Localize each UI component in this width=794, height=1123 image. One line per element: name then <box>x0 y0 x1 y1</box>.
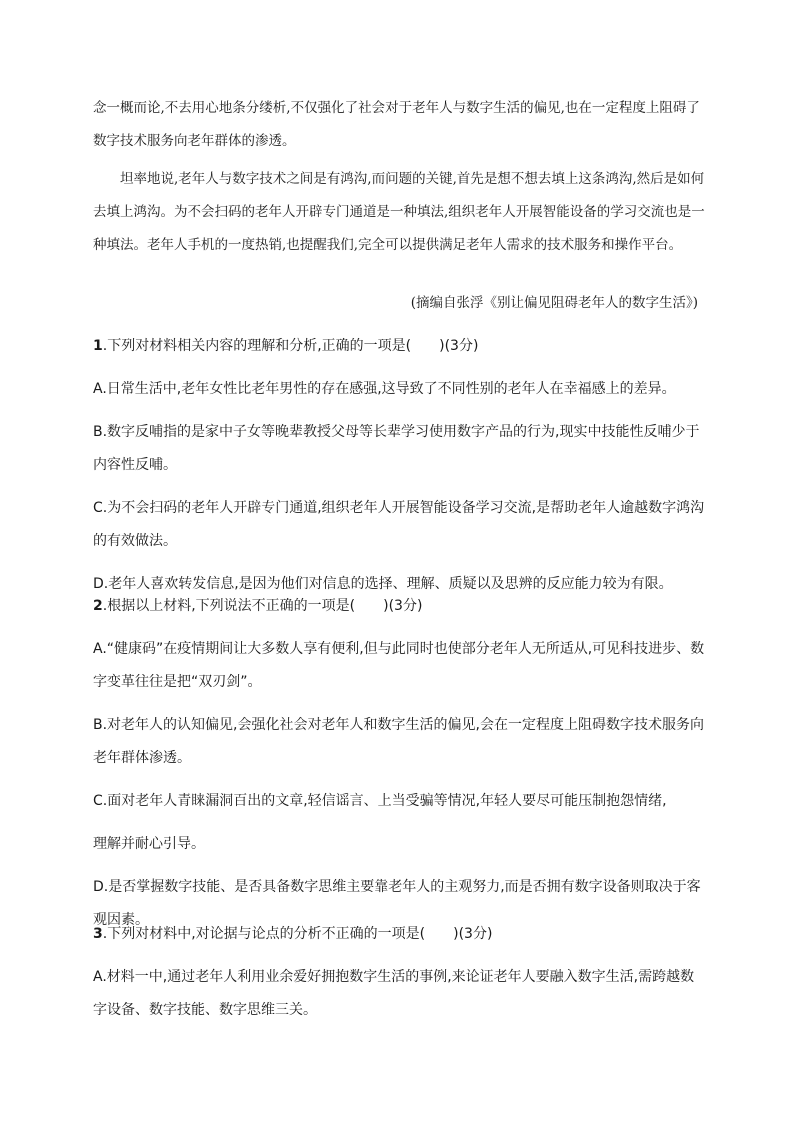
question-stem-text: .根据以上材料,下列说法不正确的一项是( )(3分) <box>102 598 423 614</box>
question-stem-text: .下列对材料中,对论据与论点的分析不正确的一项是( )(3分) <box>102 926 493 942</box>
option-d: D.老年人喜欢转发信息,是因为他们对信息的选择、理解、质疑以及思辨的反应能力较为有限。 <box>93 576 673 592</box>
question-stem-text: .下列对材料相关内容的理解和分析,正确的一项是( )(3分) <box>102 338 479 354</box>
question-number: 3 <box>93 926 103 942</box>
passage-text: 坦率地说,老年人与数字技术之间是有鸿沟,而问题的关键,首先是想不想去填上这条鸿沟,然后是如何去填上鸿沟。为不会扫码的老年人开辟专门通道是一种填法,组织老年人开展智能设备的学习交流也是一种填法。老年人手机的一度热销,也提醒我们,完全可以提供满足老年人需求的技术服务和操作平台。 <box>93 171 705 253</box>
option-d: D.是否掌握数字技能、是否具备数字思维主要靠老年人的主观努力,而是否拥有数字设备则取决于客观因素。 <box>93 879 701 928</box>
option-a: A.日常生活中,老年女性比老年男性的存在感强,这导致了不同性别的老年人在幸福感上的差异。 <box>93 381 676 397</box>
question-number: 1 <box>93 338 103 354</box>
passage-paragraph-2 <box>93 163 705 262</box>
option-c: C.为不会扫码的老年人开辟专门通道,组织老年人开展智能设备学习交流,是帮助老年人逾越数字鸿沟的有效做法。 <box>93 500 705 549</box>
option-a: A.“健康码”在疫情期间让大多数人享有便利,但与此同时也使部分老年人无所适从,可见科技进步、数字变革往往是把“双刃剑”。 <box>93 641 705 690</box>
question-stem <box>93 330 705 363</box>
option-b: B.对老年人的认知偏见,会强化社会对老年人和数字生活的偏见,会在一定程度上阻碍数字技术服务向老年群体渗透。 <box>93 717 704 766</box>
passage-paragraph-1 <box>93 92 705 158</box>
option-a: A.材料一中,通过老年人利用业余爱好拥抱数字生活的事例,来论证老年人要融入数字生活,需跨越数字设备、数字技能、数字思维三关。 <box>93 969 695 1018</box>
question-stem <box>93 918 705 951</box>
question-1 <box>93 330 705 601</box>
option-c-continued: 理解并耐心引导。 <box>93 836 205 852</box>
option-b: B.数字反哺指的是家中子女等晚辈教授父母等长辈学习使用数字产品的行为,现实中技能性反哺少于内容性反哺。 <box>93 424 700 473</box>
passage-source: (摘编自张浮《别让偏见阻碍老年人的数字生活》) <box>410 295 698 311</box>
question-stem <box>93 590 705 623</box>
passage-text: 念一概而论,不去用心地条分缕析,不仅强化了社会对于老年人与数字生活的偏见,也在一定程度上阻碍了数字技术服务向老年群体的渗透。 <box>93 100 700 149</box>
question-2 <box>93 590 705 937</box>
question-3 <box>93 918 705 1027</box>
option-c: C.面对老年人青睐漏洞百出的文章,轻信谣言、上当受骗等情况,年轻人要尽可能压制抱怨情绪, <box>93 793 667 809</box>
question-number: 2 <box>93 598 103 614</box>
